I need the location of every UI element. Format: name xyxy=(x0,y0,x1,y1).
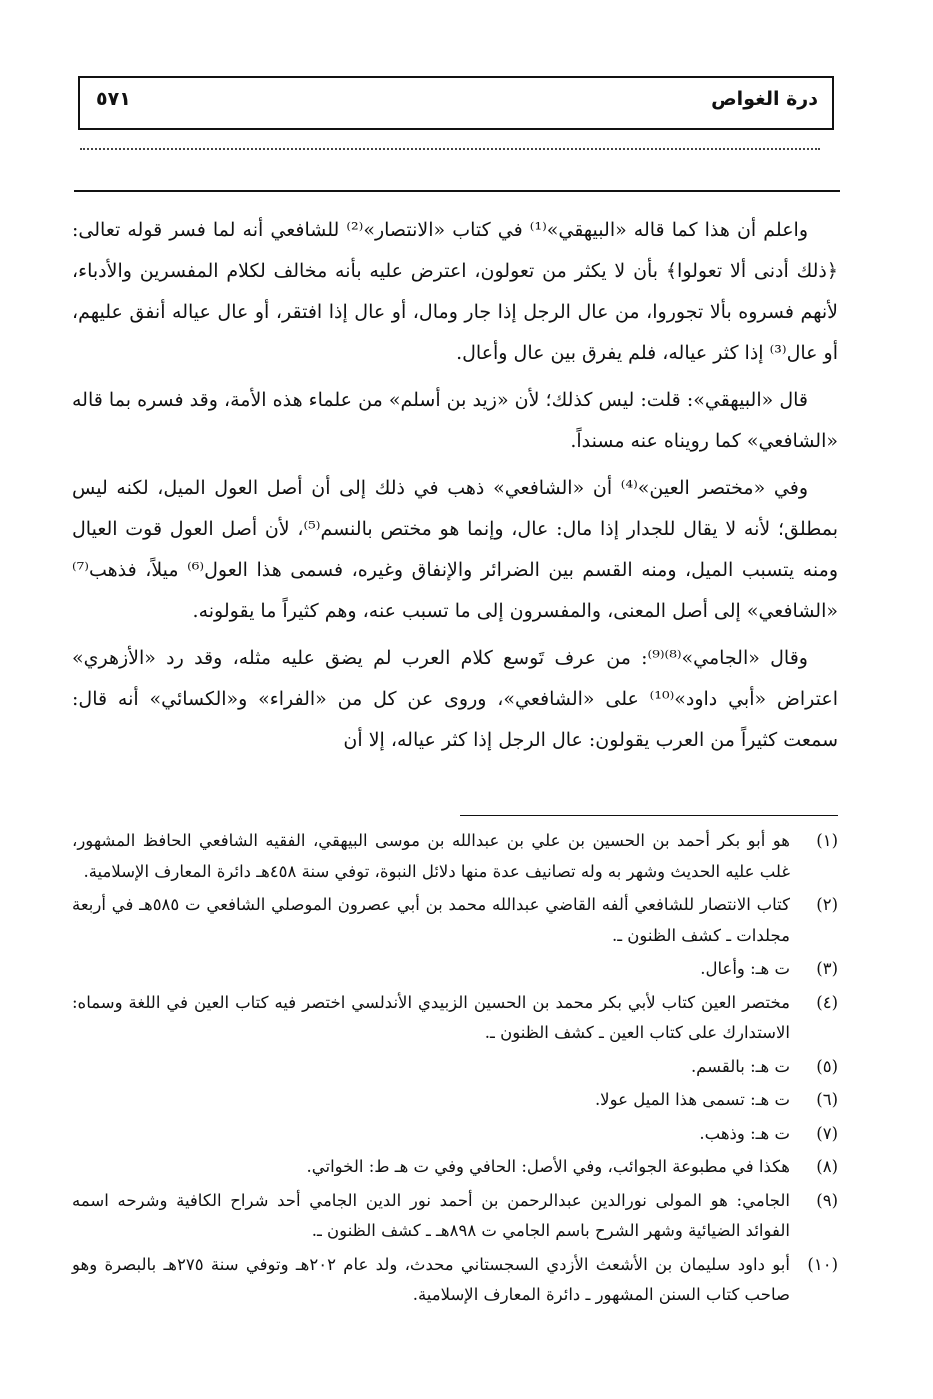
footnote-number: (١) xyxy=(816,831,838,850)
paragraph: واعلم أن هذا كما قاله «البيهقي»⁽¹⁾ في كتاب «الانتصار»⁽²⁾ للشافعي أنه لما فسر قوله تعالى: ﴿ذلك أدنى ألا تعولوا﴾ بأن لا يكثر من تعولون، اعترض عليه بأنه مخالف لكلام المفسرين والأدباء، لأنهم فسروه بألا تجوروا، من عال الرجل إذا جار ومال، أو عال إذا افتقر، أو عال عياله أنفق عليهم، أو عال⁽³⁾ إذا كثر عياله، فلم يفرق بين عال وأعال. xyxy=(72,219,838,364)
footnote-number: (١٠) xyxy=(807,1254,838,1274)
footnote xyxy=(72,890,838,951)
footnote-number: (٧) xyxy=(816,1123,838,1143)
footnote-number: (٨) xyxy=(816,1157,838,1176)
footnote-text: مختصر العين كتاب لأبي بكر محمد بن الحسين الزبيدي الأندلسي اختصر فيه كتاب العين في اللغة وسماه: الاستدارك على كتاب العين ـ كشف الظنون ـ. xyxy=(72,992,790,1042)
footnote-text: الجامي: هو المولى نورالدين عبدالرحمن بن أحمد نور الدين الجامي أحد شراح الكافية وشرحه اسمه الفوائد الضيائية وشهر الشرح باسم الجامي ت ٨٩٨هـ ـ كشف الظنون ـ. xyxy=(72,1190,790,1240)
footnote-number: (٤) xyxy=(816,992,838,1012)
footnote-number: (٥) xyxy=(816,1056,838,1076)
top-rule xyxy=(74,190,840,192)
footnote xyxy=(72,1250,838,1311)
footnote-number: (٢) xyxy=(816,895,838,914)
paragraph: قال «البيهقي»: قلت: ليس كذلك؛ لأن «زيد بن أسلم» من علماء هذه الأمة، وقد فسره بما قاله «الشافعي» كما رويناه عنه مسنداً. xyxy=(72,389,838,452)
paragraph: وقال «الجامي»⁽⁸⁾⁽⁹⁾: من عرف تَوسع كلام العرب لم يضق عليه مثله، وقد رد «الأزهري» اعتراض «أبي داود»⁽¹⁰⁾ على «الشافعي»، وروى عن كل من «الفراء» و«الكسائي» أنه قال: سمعت كثيراً من العرب يقولون: عال الرجل إذا كثر عياله، إلا أن xyxy=(72,647,839,751)
footnote-text: كتاب الانتصار للشافعي ألفه القاضي عبدالله محمد بن أبي عصرون الموصلي الشافعي ت ٥٨٥هـ في أربعة مجلدات ـ كشف الظنون ـ. xyxy=(72,895,790,945)
footnote-number: (٩) xyxy=(816,1190,838,1210)
footnote-text: ت هـ: تسمى هذا الميل عولا. xyxy=(594,1090,790,1109)
footnote xyxy=(72,1119,838,1150)
footnote-number: (٣) xyxy=(816,959,838,978)
footnote xyxy=(72,1152,838,1183)
main-text xyxy=(72,210,838,767)
footnote xyxy=(72,954,838,985)
footnote-text: ت هـ: وذهب. xyxy=(699,1123,790,1143)
footnotes xyxy=(72,826,838,1314)
page-number: ٥٧١ xyxy=(96,88,131,110)
paragraph: وفي «مختصر العين»⁽⁴⁾ أن «الشافعي» ذهب في ذلك إلى أن أصل العول الميل، لكنه ليس بمطلق؛ لأنه لا يقال للجدار إذا مال: عال، وإنما هو مختص بالنسم⁽⁵⁾، لأن أصل العول قوت العيال ومنه يتسبب الميل، ومنه القسم بين الضرائر والإنفاق وغيره، فسمى هذا العول⁽⁶⁾ ميلاً، فذهب⁽⁷⁾ «الشافعي» إلى أصل المعنى، والمفسرون إلى ما تسبب عنه، وهم كثيراً ما يقولونه. xyxy=(72,477,839,622)
footnote-text: هكذا في مطبوعة الجوائب، وفي الأصل: الحافي وفي ت هـ ط: الخواتي. xyxy=(306,1157,790,1176)
running-header-title: درة الغواص xyxy=(711,88,818,110)
footnote-text: أبو داود سليمان بن الأشعث الأزدي السجستاني محدث، ولد عام ٢٠٢هـ وتوفي سنة ٢٧٥هـ بالبصرة وهو صاحب كتاب السنن المشهور ـ دائرة المعارف الإسلامية. xyxy=(72,1254,790,1304)
footnote-number: (٦) xyxy=(816,1090,838,1109)
footnote-text: هو أبو بكر أحمد بن الحسين بن علي بن عبدالله بن موسى البيهقي، الفقيه الشافعي الحافظ المشهور، غلب عليه الحديث وشهر به وله تصانيف عدة منها دلائل النبوة، توفي سنة ٤٥٨هـ دائرة المعارف الإسلامية. xyxy=(72,831,790,881)
footnote xyxy=(72,1186,838,1247)
footnote xyxy=(72,1052,838,1083)
footnote xyxy=(72,988,838,1049)
footnote xyxy=(72,826,838,887)
footnote-rule xyxy=(460,815,838,816)
running-header xyxy=(78,76,834,130)
footnote-text: ت هـ: بالقسم. xyxy=(690,1056,790,1076)
footnote-text: ت هـ: وأعال. xyxy=(700,959,790,978)
footnote xyxy=(72,1085,838,1116)
dotted-separator xyxy=(80,148,820,156)
